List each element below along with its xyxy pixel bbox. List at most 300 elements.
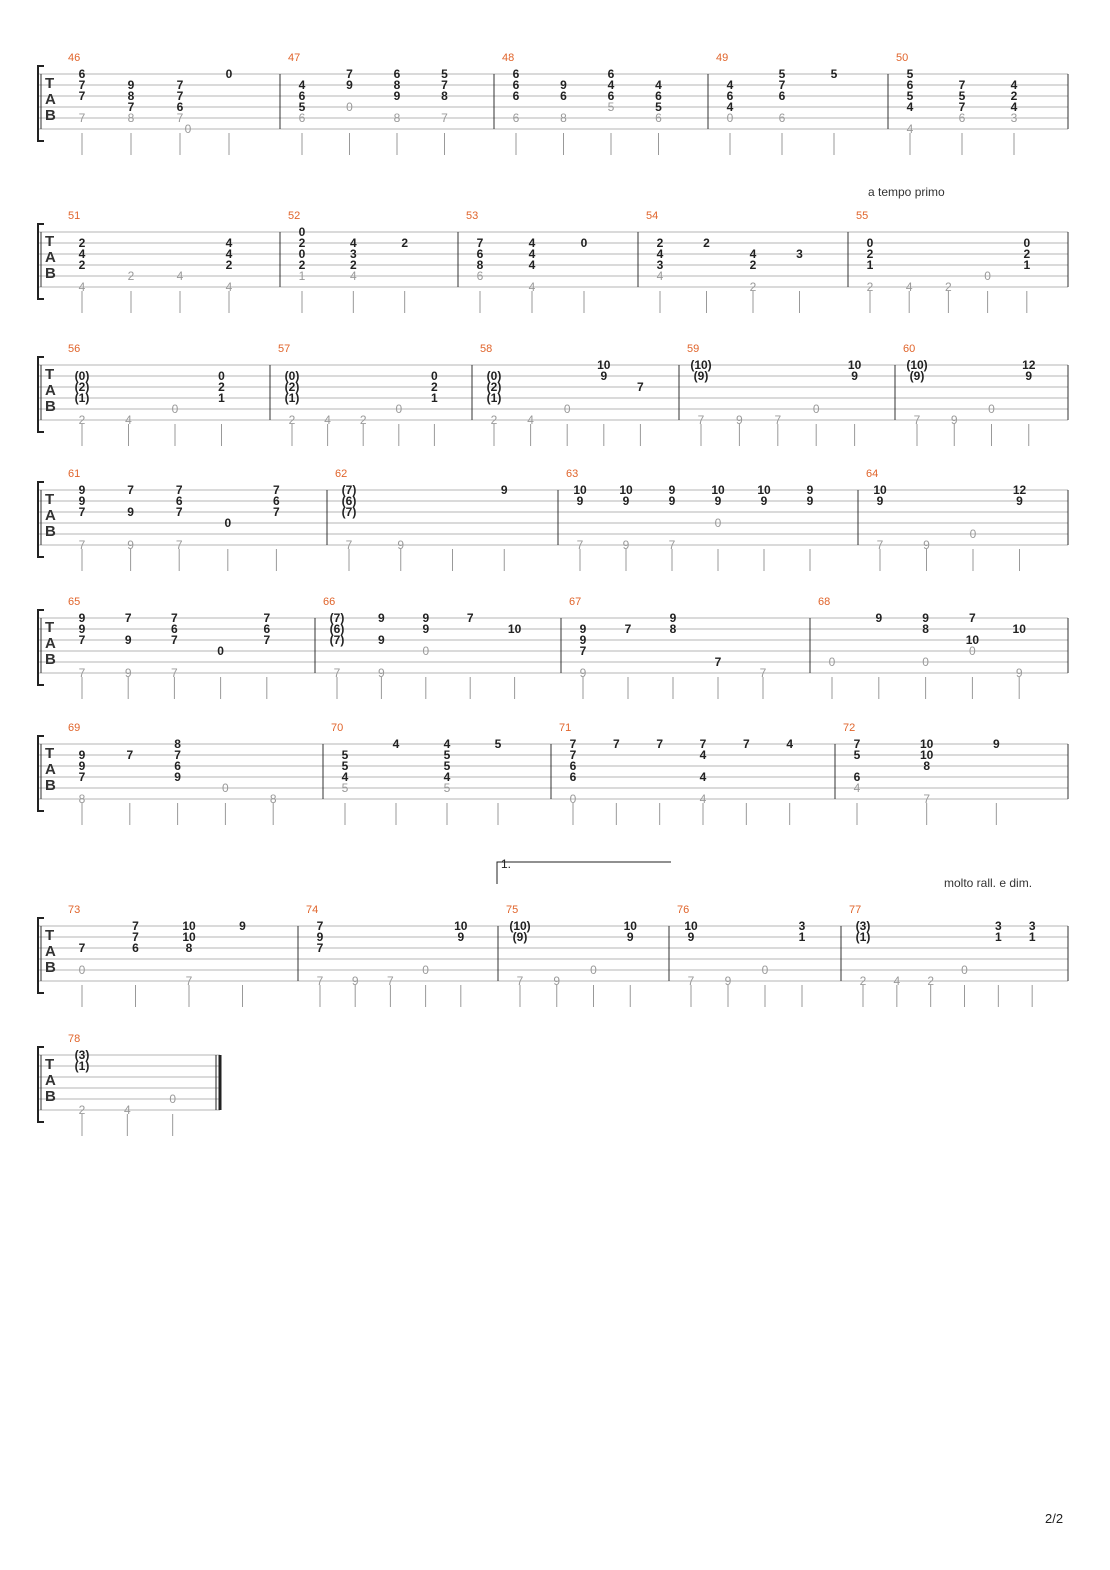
fret-number: 8 [174,737,181,751]
bass-fret-number: 2 [288,413,296,427]
fret-number: 7 [273,505,280,519]
fret-number: (2) [74,380,90,394]
fret-number: 7 [316,919,324,933]
measure-number: 66 [323,596,336,608]
bass-fret-number: 2 [749,280,757,294]
fret-number: 10 [182,919,196,933]
beat [378,611,385,699]
beat [346,67,353,155]
fret-number: 5 [494,737,502,751]
bass-fret-number: 7 [387,974,394,988]
beat [124,1103,131,1136]
tab-system [38,1033,220,1136]
bass-fret-number: 7 [923,792,931,806]
bass-fret-number: 9 [950,413,958,427]
beat [226,67,233,155]
fret-number: 9 [668,494,676,508]
fret-number: 7 [637,380,644,394]
fret-number: 0 [225,67,233,81]
fret-number: (1) [74,391,90,405]
beat [966,611,980,699]
first-ending-bracket [497,857,671,884]
fret-number: 1 [431,391,438,405]
fret-number: 2 [749,258,757,272]
beat [79,748,86,825]
bass-fret-number: 8 [393,111,401,125]
beat [564,402,571,446]
fret-number: 7 [569,737,577,751]
fret-number: 4 [699,748,707,762]
beat [125,413,132,446]
beat [703,236,710,313]
beat [350,236,357,313]
page-number: 2/2 [1045,1511,1064,1526]
fret-number: 6 [78,67,86,81]
tab-clef-letter: T [45,491,55,508]
fret-number: 6 [778,89,786,103]
bass-fret-number: 5 [443,781,451,795]
fret-number: (3) [74,1048,90,1062]
fret-number: 6 [393,67,401,81]
measure-number: 61 [68,468,81,480]
fret-number: 7 [699,737,707,751]
bass-fret-number: 7 [576,538,584,552]
fret-number: 2 [78,258,86,272]
beat [608,67,615,155]
fret-number: 7 [612,737,620,751]
bass-fret-number: 7 [876,538,884,552]
fret-number: (9) [693,369,709,383]
fret-number: 9 [316,930,324,944]
tab-clef-letter: B [45,777,56,794]
bass-fret-number: 7 [687,974,695,988]
fret-number: 2 [349,258,357,272]
fret-number: 7 [346,67,353,81]
fret-number: 7 [656,737,664,751]
beat [945,280,952,313]
beat [907,67,914,155]
beat [224,516,231,571]
fret-number: 1 [798,930,806,944]
measure-number: 64 [866,468,879,480]
fret-number: (1) [284,391,300,405]
measure-number: 51 [68,210,81,222]
fret-number: 7 [78,633,86,647]
measure [849,904,1068,1007]
fret-number: 0 [580,236,588,250]
measure [856,210,1068,313]
measure [646,210,848,313]
beat [854,737,861,825]
tab-system [38,52,1068,155]
measure-number: 75 [506,904,519,916]
beat [441,67,448,155]
beat [128,269,135,313]
beat [590,963,597,1007]
beat [401,236,408,313]
fret-number: 7 [78,89,86,103]
bass-fret-number: 4 [528,280,536,294]
tab-clef-letter: T [45,745,55,762]
fret-number: (0) [486,369,502,383]
fret-number: 4 [655,78,662,92]
fret-number: 6 [132,941,139,955]
beat [970,527,977,571]
beat [893,974,900,1007]
beat [951,413,958,446]
beat [324,413,331,446]
bass-fret-number: 7 [697,413,705,427]
fret-number: 6 [263,622,271,636]
fret-number: 9 [576,494,584,508]
beat [959,78,966,155]
fret-number: 9 [626,930,634,944]
fret-number: 0 [217,644,224,658]
beat [270,792,277,825]
fret-number: 4 [443,770,451,784]
fret-number: 5 [830,67,838,81]
beat [1022,358,1036,446]
measure-number: 72 [843,722,856,734]
fret-number: 10 [711,483,725,497]
beat [560,78,567,155]
beat [922,611,929,699]
beat [715,655,722,699]
measure-number: 73 [68,904,81,916]
fret-number: 7 [958,100,966,114]
fret-number: 3 [1028,919,1036,933]
bass-fret-number: 0 [988,402,995,416]
beat [330,611,345,699]
bass-fret-number: 4 [78,280,86,294]
fret-number: 6 [298,89,306,103]
bass-fret-number: 0 [828,655,836,669]
measure [480,343,679,446]
fret-number: 9 [78,622,86,636]
measure-number: 48 [502,52,515,64]
fret-number: 10 [623,919,637,933]
measure [288,52,494,155]
tab-clef-letter: A [45,382,56,399]
beat [79,67,86,155]
fret-number: 2 [431,380,438,394]
bass-fret-number: 8 [269,792,277,806]
tab-clef-letter: A [45,507,56,524]
bass-fret-number: 4 [906,122,914,136]
beat [477,236,484,313]
fret-number: 9 [600,369,608,383]
beat [670,611,677,699]
fret-number: 4 [392,737,400,751]
beat [831,67,838,155]
bass-fret-number: 7 [668,538,676,552]
bass-fret-number: 0 [922,655,929,669]
fret-number: 10 [619,483,633,497]
measure [896,52,1068,155]
fret-number: 7 [175,483,183,497]
bass-fret-number: 3 [1010,111,1018,125]
bass-fret-number: 2 [866,280,874,294]
fret-number: 9 [622,494,630,508]
fret-number: 4 [225,236,233,250]
fret-number: 9 [669,611,677,625]
tab-clef-letter: A [45,943,56,960]
bass-fret-number: 0 [222,781,229,795]
fret-number: 7 [969,611,976,625]
beat [690,358,711,446]
beat [657,236,664,313]
fret-number: (9) [909,369,925,383]
measure [559,722,835,825]
beat [79,236,86,313]
beat [848,358,862,446]
fret-number: 7 [441,78,448,92]
fret-number: 5 [906,89,914,103]
beat [217,644,224,699]
bass-fret-number: 0 [812,402,820,416]
fret-number: 7 [579,644,587,658]
bass-fret-number: 4 [905,280,913,294]
bass-fret-number: 4 [699,792,707,806]
fret-number: 9 [422,622,430,636]
fret-number: 4 [528,247,536,261]
fret-number: 7 [126,748,134,762]
bass-fret-number: 0 [184,122,192,136]
tab-clef-letter: B [45,107,56,124]
fret-number: 9 [760,494,768,508]
tab-clef-letter: T [45,927,55,944]
measure-number: 54 [646,210,659,222]
fret-number: 10 [684,919,698,933]
tab-clef-letter: T [45,1056,55,1073]
bass-fret-number: 9 [923,538,930,552]
beat [961,963,968,1007]
fret-number: 7 [176,78,184,92]
bass-fret-number: 9 [622,538,630,552]
measure [903,343,1068,446]
fret-number: 7 [78,941,86,955]
fret-number: 7 [78,770,86,784]
fret-number: 1 [866,258,874,272]
measure-number: 49 [716,52,729,64]
fret-number: 10 [573,483,587,497]
beat [906,280,913,313]
beat [906,358,927,446]
tab-system [38,210,1068,313]
beat [501,483,508,571]
fret-number: 7 [171,633,178,647]
fret-number: 2 [298,258,306,272]
beat [637,380,644,446]
fret-number: 6 [607,67,615,81]
beat [395,402,402,446]
beat [422,611,429,699]
beat [431,369,438,446]
fret-number: (7) [329,633,345,647]
bass-fret-number: 0 [984,269,991,283]
fret-number: 6 [171,622,178,636]
measure-number: 77 [849,904,862,916]
bass-fret-number: 5 [341,781,349,795]
beat [126,748,133,825]
fret-number: (10) [906,358,928,372]
fret-number: 8 [476,258,484,272]
bass-fret-number: 7 [913,413,921,427]
fret-number: 9 [1016,494,1023,508]
tab-clef-letter: A [45,91,56,108]
bass-fret-number: 0 [422,963,429,977]
bass-fret-number: 6 [778,111,786,125]
beat [360,413,367,446]
measure-number: 65 [68,596,81,608]
beat [467,611,474,699]
fret-number: 2 [218,380,225,394]
measure-number: 50 [896,52,909,64]
tab-clef-letter: B [45,398,56,415]
beat [1013,483,1027,571]
fret-number: 7 [174,748,181,762]
fret-number: 9 [127,78,135,92]
beat [813,402,820,446]
fret-number: 10 [965,633,980,647]
fret-number: 10 [182,930,196,944]
tab-system [38,468,1068,571]
measure-number: 76 [677,904,690,916]
fret-number: 9 [687,930,695,944]
fret-number: 9 [806,494,814,508]
beat [299,225,306,313]
measure [566,468,858,571]
tab-clef-letter: B [45,523,56,540]
fret-number: 6 [569,759,577,773]
measure-number: 74 [306,904,319,916]
fret-number: 12 [1022,358,1036,372]
beat [727,78,734,155]
fret-number: 9 [124,633,132,647]
bass-fret-number: 7 [516,974,524,988]
measure-number: 71 [559,722,572,734]
beat [920,737,934,825]
beat [779,67,786,155]
fret-number: 9 [346,78,353,92]
measure [278,343,472,446]
fret-number: 9 [1025,369,1033,383]
beat [454,919,468,1007]
beat [757,483,771,571]
fret-number: (0) [74,369,90,383]
bass-fret-number: 4 [324,413,331,427]
fret-number: 5 [441,67,448,81]
bass-fret-number: 8 [560,111,567,125]
beat [774,413,781,446]
bass-fret-number: 6 [512,111,520,125]
beat [573,483,587,571]
fret-number: 4 [528,258,536,272]
bass-fret-number: 2 [78,413,86,427]
bass-fret-number: 2 [945,280,952,294]
measure [818,596,1068,699]
beat [508,622,522,699]
beat [177,78,192,155]
fret-number: 5 [958,89,966,103]
beat [684,919,698,1007]
fret-number: 0 [431,369,438,383]
tab-clef-letter: T [45,619,55,636]
beat [239,919,246,1007]
bass-fret-number: 4 [176,269,184,283]
beat [171,611,178,699]
bass-fret-number: 4 [853,781,861,795]
tab-clef-letter: B [45,265,56,282]
bass-fret-number: 2 [859,974,867,988]
measure-number: 57 [278,343,291,355]
bass-fret-number: 6 [476,269,484,283]
measure-number: 47 [288,52,301,64]
fret-number: 7 [273,483,280,497]
beat [988,402,995,446]
fret-number: (10) [690,358,712,372]
beat [553,974,560,1007]
beat [625,622,632,699]
fret-number: 7 [476,236,484,250]
tab-clef-letter: T [45,233,55,250]
bass-fret-number: 4 [656,269,664,283]
fret-number: 5 [778,67,786,81]
measure [466,210,638,313]
beat [619,483,633,571]
fret-number: 7 [316,941,324,955]
bass-fret-number: 9 [351,974,359,988]
beat [807,483,814,571]
beat [580,622,587,699]
beat [513,67,520,155]
measure [502,52,708,155]
fret-number: 0 [298,225,306,239]
fret-number: 4 [528,236,536,250]
beat [218,369,225,446]
measure [288,210,458,313]
fret-number: (7) [329,611,345,625]
beat [762,963,769,1007]
tab-clef-letter: T [45,366,55,383]
measure-number: 70 [331,722,344,734]
fret-number: 9 [239,919,246,933]
tab-clef-letter: B [45,1088,56,1105]
fret-number: 10 [1012,622,1026,636]
fret-number: 7 [132,919,139,933]
measure-number: 78 [68,1033,81,1045]
bass-fret-number: 9 [579,666,587,680]
fret-number: (0) [284,369,300,383]
bass-fret-number: 0 [714,516,722,530]
fret-number: 7 [958,78,966,92]
beat [750,247,757,313]
fret-number: 2 [225,258,233,272]
bass-fret-number: 9 [724,974,732,988]
beat [743,737,750,825]
fret-number: 2 [78,236,86,250]
fret-number: 7 [127,100,135,114]
bass-fret-number: 7 [176,111,184,125]
beat [796,247,803,313]
tab-clef-letter: A [45,249,56,266]
measure [68,904,298,1007]
measure [68,52,280,155]
fret-number: 9 [714,494,722,508]
fret-number: 4 [749,247,757,261]
fret-number: 2 [866,247,874,261]
fret-number: 4 [656,247,664,261]
